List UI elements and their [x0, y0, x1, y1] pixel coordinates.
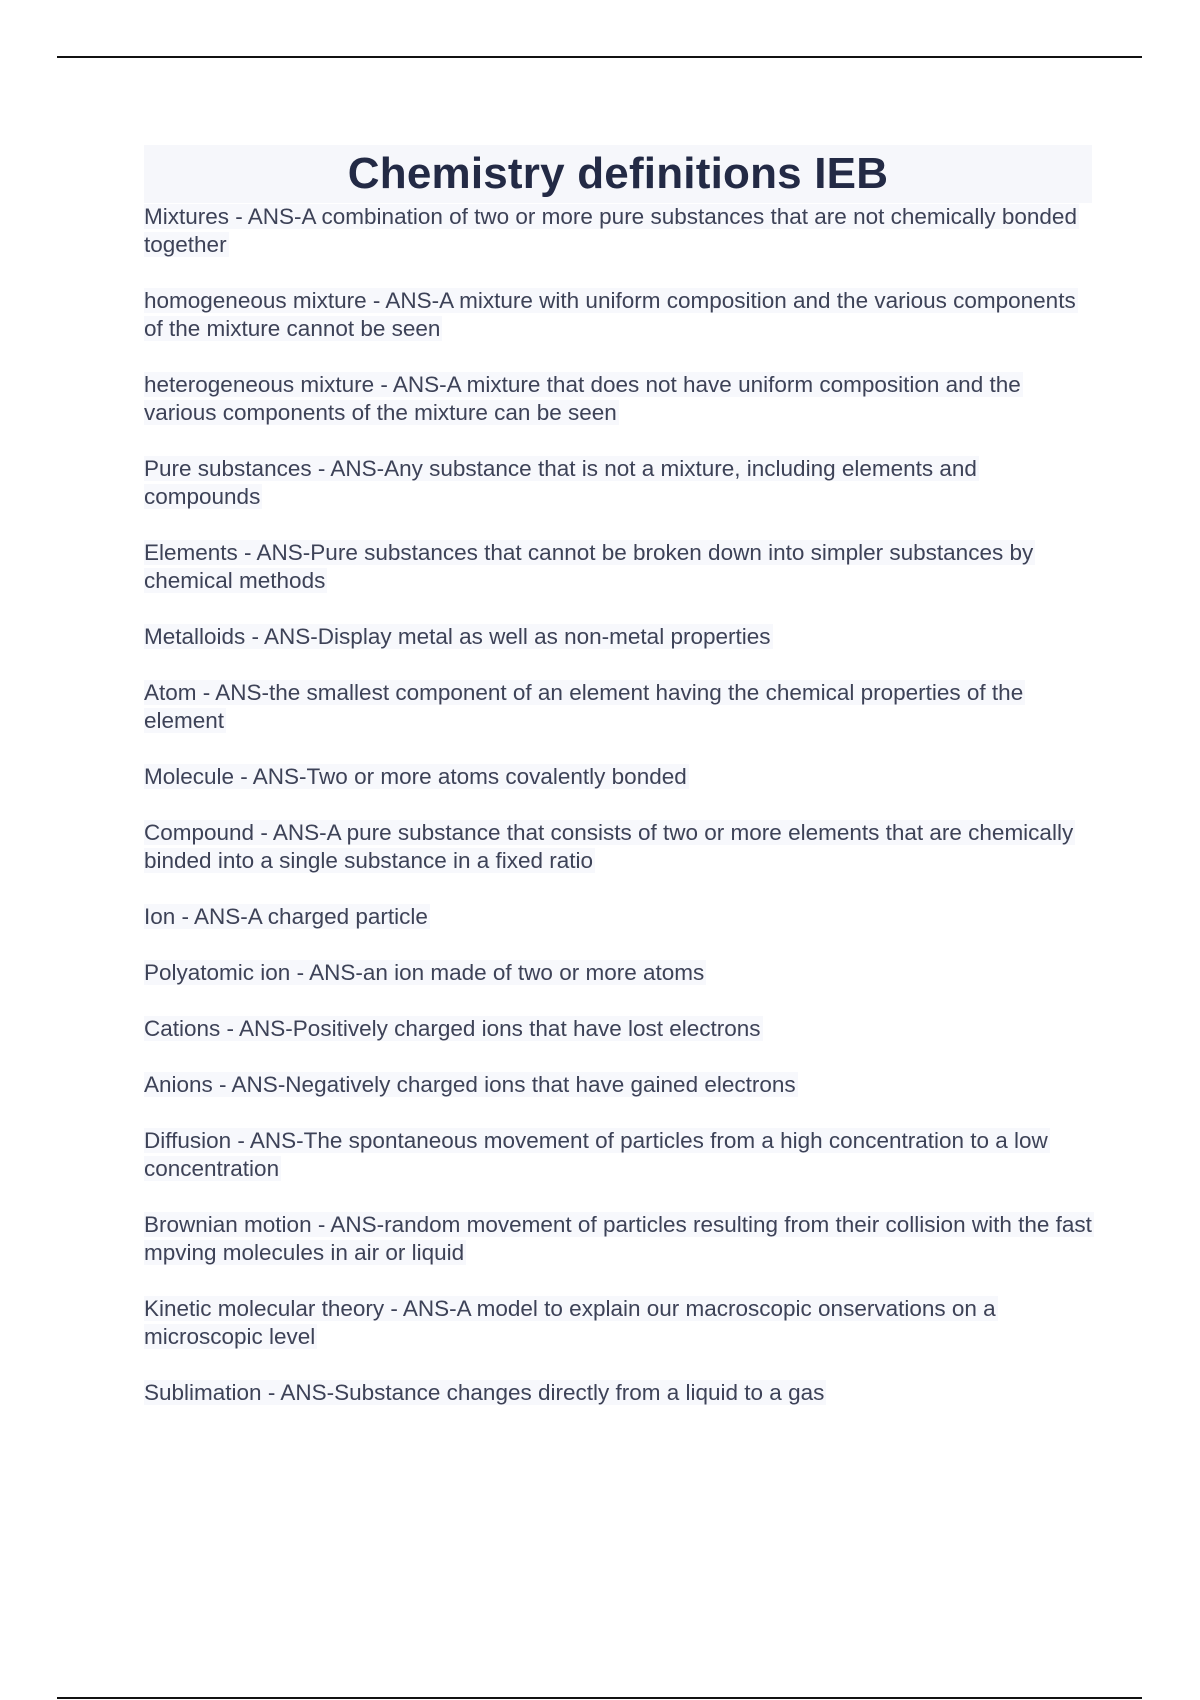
definition-text: Molecule - ANS-Two or more atoms covalently bonded	[144, 764, 687, 789]
definition-text: Ion - ANS-A charged particle	[144, 904, 428, 929]
definition-text: Elements - ANS-Pure substances that cannot be broken down into simpler substances by chemical methods	[144, 540, 1034, 593]
definition-text: heterogeneous mixture - ANS-A mixture that does not have uniform composition and the various components of the mixture can be seen	[144, 372, 1021, 425]
definition-entry-pure-substances	[144, 455, 1092, 511]
definition-text: Brownian motion - ANS-random movement of particles resulting from their collision with the fast mpving molecules in air or liquid	[144, 1212, 1092, 1265]
definition-text: Atom - ANS-the smallest component of an element having the chemical properties of the element	[144, 680, 1024, 733]
definition-entry-diffusion	[144, 1127, 1092, 1183]
definition-entry-mixtures	[144, 203, 1092, 259]
definition-entry-elements	[144, 539, 1092, 595]
definition-entry-compound	[144, 819, 1092, 875]
definition-text: homogeneous mixture - ANS-A mixture with uniform composition and the various components of the mixture cannot be seen	[144, 288, 1076, 341]
definition-text: Pure substances - ANS-Any substance that is not a mixture, including elements and compounds	[144, 456, 977, 509]
definition-entry-heterogeneous-mixture	[144, 371, 1092, 427]
definition-text: Cations - ANS-Positively charged ions that have lost electrons	[144, 1016, 761, 1041]
definition-text: Polyatomic ion - ANS-an ion made of two or more atoms	[144, 960, 705, 985]
definition-list	[144, 203, 1092, 1407]
definition-entry-cations	[144, 1015, 1092, 1043]
definition-text: Sublimation - ANS-Substance changes directly from a liquid to a gas	[144, 1380, 825, 1405]
definition-entry-atom	[144, 679, 1092, 735]
top-rule	[57, 56, 1142, 58]
definition-entry-sublimation	[144, 1379, 1092, 1407]
definition-text: Metalloids - ANS-Display metal as well as non-metal properties	[144, 624, 771, 649]
bottom-rule	[57, 1697, 1142, 1699]
definition-entry-polyatomic-ion	[144, 959, 1092, 987]
definition-text: Compound - ANS-A pure substance that consists of two or more elements that are chemically binded into a single substance in a fixed ratio	[144, 820, 1074, 873]
definition-text: Anions - ANS-Negatively charged ions that have gained electrons	[144, 1072, 796, 1097]
definition-entry-anions	[144, 1071, 1092, 1099]
definition-entry-homogeneous-mixture	[144, 287, 1092, 343]
definition-entry-metalloids	[144, 623, 1092, 651]
definition-entry-molecule	[144, 763, 1092, 791]
definition-text: Mixtures - ANS-A combination of two or more pure substances that are not chemically bonded together	[144, 204, 1077, 257]
definition-text: Kinetic molecular theory - ANS-A model to explain our macroscopic onservations on a microscopic level	[144, 1296, 996, 1349]
document-body	[144, 145, 1092, 1435]
document-title: Chemistry definitions IEB	[144, 145, 1092, 203]
definition-entry-ion	[144, 903, 1092, 931]
definition-text: Diffusion - ANS-The spontaneous movement of particles from a high concentration to a low concentration	[144, 1128, 1048, 1181]
definition-entry-kinetic-molecular-theory	[144, 1295, 1092, 1351]
definition-entry-brownian-motion	[144, 1211, 1092, 1267]
